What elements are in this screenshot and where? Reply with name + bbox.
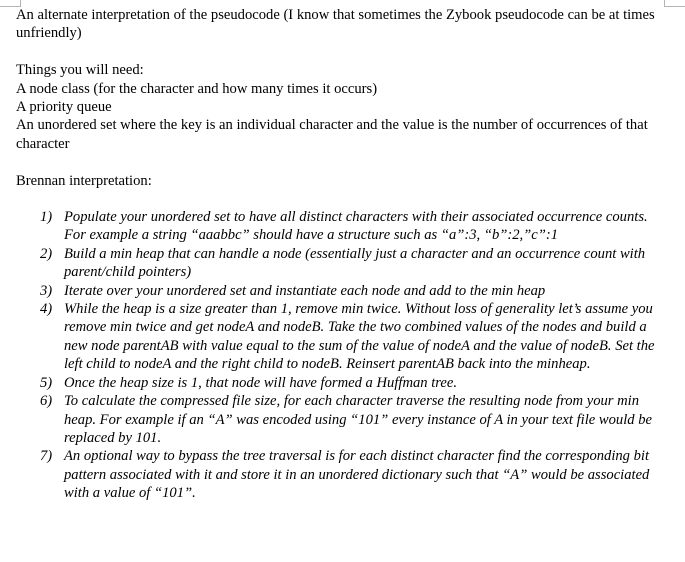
step-text: Iterate over your unordered set and instantiate each node and add to the min heap xyxy=(64,282,546,299)
needs-item: A priority queue xyxy=(16,99,112,116)
document-body xyxy=(16,6,656,503)
list-item xyxy=(16,282,656,300)
step-number: 6) xyxy=(40,393,53,410)
step-number: 4) xyxy=(40,301,53,318)
step-text: Populate your unordered set to have all distinct characters with their associated occurrence counts. For example a string “aaabbc” should have a structure such as “a”:3, “b”:2,”c”:1 xyxy=(64,209,648,244)
list-item xyxy=(16,392,656,447)
step-text: While the heap is a size greater than 1, remove min twice. Without loss of generality let’s assume you remove min twice and get nodeA and nodeB. Take the two combined values of the nodes and build a new node parentAB with value equal to the sum of the value of nodeA and the value of nodeB. Set the left child to nodeA and the right child to nodeB. Reinsert parentAB back into the minheap. xyxy=(64,301,655,373)
list-item xyxy=(16,374,656,392)
step-text: To calculate the compressed file size, for each character traverse the resulting node from your min heap. For example if an “A” was encoded using “101” every instance of A in your text file would be replaced by 101. xyxy=(64,393,652,446)
step-text: Once the heap size is 1, that node will have formed a Huffman tree. xyxy=(64,374,458,391)
step-text: An optional way to bypass the tree traversal is for each distinct character find the corresponding bit pattern associated with it and store it in an unordered dictionary such that “A” would be associated with a value of “101”. xyxy=(64,448,650,502)
list-item xyxy=(16,447,656,502)
interpretation-heading: Brennan interpretation: xyxy=(16,172,152,189)
needs-heading: Things you will need: xyxy=(16,62,144,79)
step-number: 5) xyxy=(40,374,53,391)
page-corner-mark-right xyxy=(664,0,685,7)
step-text: Build a min heap that can handle a node (essentially just a character and an occurrence count with parent/child pointers) xyxy=(64,245,646,281)
steps-list xyxy=(16,208,656,503)
step-number: 3) xyxy=(40,282,53,299)
list-item xyxy=(16,245,656,282)
needs-item: A node class (for the character and how many times it occurs) xyxy=(16,80,378,97)
needs-item: An unordered set where the key is an individual character and the value is the number of occurrences of that character xyxy=(16,117,648,152)
intro-paragraph: An alternate interpretation of the pseudocode (I know that sometimes the Zybook pseudocode can be at times unfriendly) xyxy=(16,7,655,42)
step-number: 7) xyxy=(40,448,53,465)
step-number: 1) xyxy=(40,209,53,226)
step-number: 2) xyxy=(40,245,53,262)
list-item xyxy=(16,208,656,245)
list-item xyxy=(16,300,656,374)
